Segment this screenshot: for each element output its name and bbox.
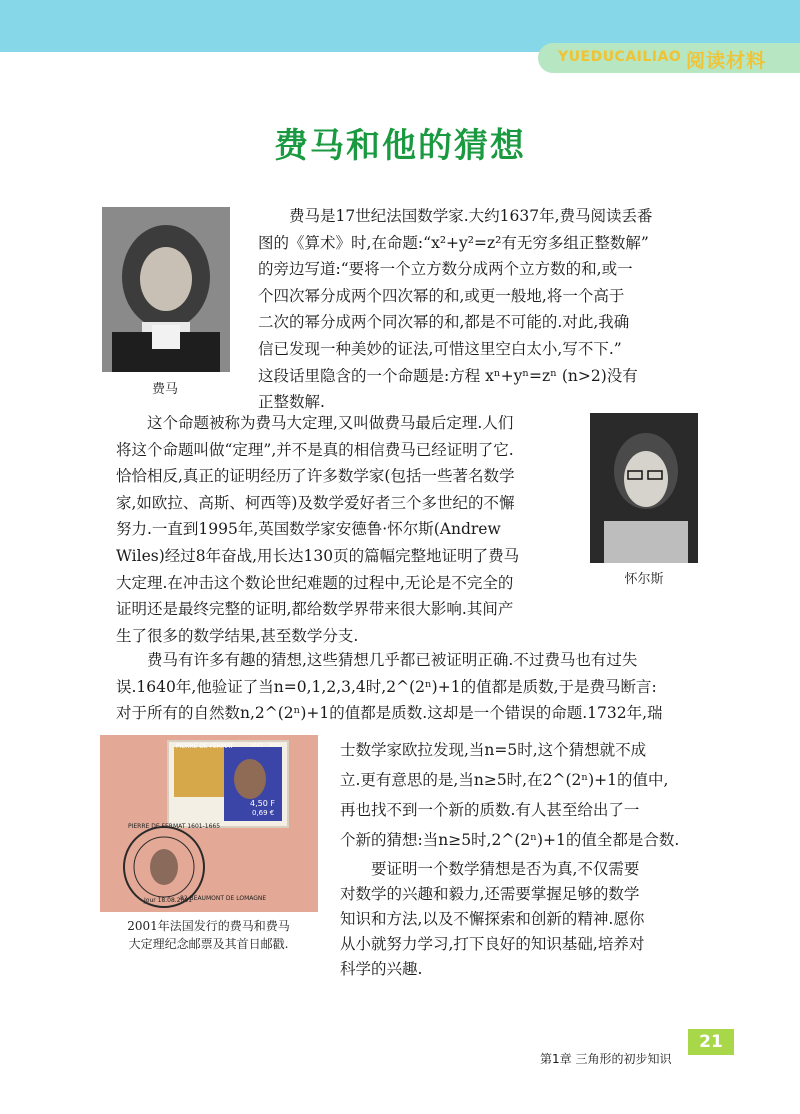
stamp-caption-line2: 大定理纪念邮票及其首日邮戳. — [128, 937, 289, 951]
p1-line: 费马是17世纪法国数学家.大约1637年,费马阅读丢番 — [289, 207, 653, 225]
p4-line: 要证明一个数学猜想是否为真,不仅需要 — [371, 860, 640, 878]
tag-label-zh: 阅读材料 — [686, 50, 767, 72]
p4-line: 科学的兴趣. — [340, 960, 423, 978]
fermat-caption: 费马 — [151, 382, 178, 397]
paragraph-2 — [116, 410, 576, 649]
reading-material-tag — [538, 43, 800, 73]
p1-line: 这段话里隐含的一个命题是:方程 xⁿ+yⁿ=zⁿ (n>2)没有 — [258, 366, 638, 385]
stamp-euro: 0,69 € — [252, 809, 275, 817]
stamp-image — [100, 735, 318, 912]
postmark-bottom: 82 BEAUMONT DE LOMAGNE — [180, 895, 267, 902]
p1-line: 正整数解. — [258, 393, 325, 412]
p3-right-line: 士数学家欧拉发现,当n=5时,这个猜想就不成 — [340, 741, 647, 759]
stamp-years: 1601 - 1665 — [250, 743, 281, 749]
p3-line: 费马有许多有趣的猜想,这些猜想几乎都已被证明正确.不过费马也有过失 — [147, 651, 638, 669]
p3-line: 对于所有的自然数n,2^(2ⁿ)+1的值都是质数.这却是一个错误的命题.1732年,瑞 — [116, 704, 663, 723]
p4-line: 从小就努力学习,打下良好的知识基础,培养对 — [340, 935, 645, 953]
paragraph-3-right — [340, 735, 700, 855]
stamp-caption — [96, 917, 321, 953]
paragraph-4 — [340, 857, 700, 982]
p1-line: 图的《算术》时,在命题:“x²+y²=z²有无穷多组正整数解” — [258, 233, 649, 252]
p3-right-line: 个新的猜想:当n≥5时,2^(2ⁿ)+1的值全都是合数. — [340, 831, 680, 849]
tag-label-en: YUEDUCAILIAO — [558, 49, 682, 65]
p3-right-line: 再也找不到一个新的质数.有人甚至给出了一 — [340, 801, 640, 819]
page-number: 21 — [688, 1029, 734, 1055]
p3-right-line: 立.更有意思的是,当n≥5时,在2^(2ⁿ)+1的值中, — [340, 771, 669, 789]
p1-line: 个四次幂分成两个四次幂的和,或更一般地,将一个高于 — [258, 286, 625, 305]
p3-line: 误.1640年,他验证了当n=0,1,2,3,4时,2^(2ⁿ)+1的值都是质数,于是费马断言: — [116, 677, 657, 696]
postmark-date: Jour 18.08.2001 — [144, 897, 192, 904]
p4-line: 对数学的兴趣和毅力,还需要掌握足够的数学 — [340, 885, 640, 903]
p2-line: 生了很多的数学结果,甚至数学分支. — [116, 626, 359, 645]
p2-line: 证明还是最终完整的证明,都给数学界带来很大影响.其间产 — [116, 600, 514, 619]
stamp-name: PIERRE DE FERMAT — [176, 743, 234, 750]
p4-line: 知识和方法,以及不懈探索和创新的精神.愿你 — [340, 910, 645, 928]
chapter-label: 第1章 三角形的初步知识 — [540, 1052, 672, 1066]
p2-line: 大定理.在冲击这个数论世纪难题的过程中,无论是不完全的 — [116, 573, 514, 592]
wiles-caption: 怀尔斯 — [624, 572, 664, 587]
p2-line: 将这个命题叫做“定理”,并不是真的相信费马已经证明了它. — [116, 440, 514, 459]
p2-line: Wiles)经过8年奋战,用长达130页的篇幅完整地证明了费马 — [116, 546, 520, 565]
stamp-value: 4,50 F — [250, 799, 275, 808]
page-title: 费马和他的猜想 — [274, 126, 526, 166]
p2-line: 努力.一直到1995年,英国数学家安德鲁·怀尔斯(Andrew — [116, 520, 501, 539]
paragraph-1 — [258, 203, 698, 416]
p1-line: 的旁边写道:“要将一个立方数分成两个立方数的和,或一 — [258, 260, 633, 279]
postmark-top: PIERRE DE FERMAT 1601-1665 — [128, 823, 221, 830]
paragraph-3-top — [116, 647, 698, 727]
p1-line: 信已发现一种美妙的证法,可惜这里空白太小,写不下.” — [258, 339, 622, 358]
wiles-portrait — [590, 413, 698, 563]
fermat-portrait — [102, 207, 230, 372]
p2-line: 家,如欧拉、高斯、柯西等)及数学爱好者三个多世纪的不懈 — [116, 493, 515, 512]
p2-line: 恰恰相反,真正的证明经历了许多数学家(包括一些著名数学 — [116, 467, 515, 486]
p1-line: 二次的幂分成两个同次幂的和,都是不可能的.对此,我确 — [258, 313, 630, 332]
p2-line: 这个命题被称为费马大定理,又叫做费马最后定理.人们 — [147, 414, 514, 432]
stamp-caption-line1: 2001年法国发行的费马和费马 — [127, 919, 290, 933]
